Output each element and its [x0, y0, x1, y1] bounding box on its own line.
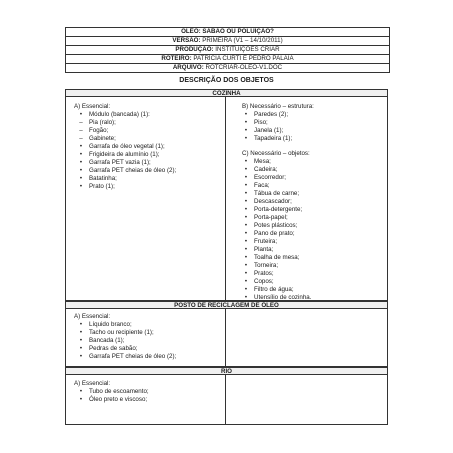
- list-item-text: Escorredor;: [254, 174, 286, 181]
- header-production-label: PRODUÇÃO:: [175, 46, 214, 53]
- header-file-label: ARQUIVO:: [172, 64, 204, 71]
- list-item-marker: •: [79, 151, 83, 158]
- list-item: [242, 182, 387, 190]
- list-item: [77, 353, 223, 361]
- header-script-label: ROTEIRO:: [161, 55, 192, 62]
- list-item-text: Cadeira;: [254, 166, 278, 173]
- rio-group-a-list: [77, 388, 223, 404]
- list-item: [77, 175, 223, 183]
- list-item: [242, 262, 387, 270]
- list-item-marker: •: [79, 353, 83, 360]
- list-item-text: Mesa;: [254, 158, 271, 165]
- list-item-text: Pedras de sabão;: [89, 345, 138, 352]
- list-item-marker: •: [244, 262, 248, 269]
- list-item-text: Batatinha;: [89, 175, 117, 182]
- list-item-text: Porta-papel;: [254, 214, 288, 221]
- list-item-text: Prato (1);: [89, 183, 115, 190]
- list-item-marker: •: [244, 238, 248, 245]
- list-item-marker: •: [244, 270, 248, 277]
- list-item-marker: •: [79, 321, 83, 328]
- list-item-marker: •: [244, 135, 248, 142]
- list-item: [242, 166, 387, 174]
- posto-group-a-title: A) Essencial:: [74, 313, 111, 320]
- list-item-marker: •: [79, 337, 83, 344]
- list-item: [242, 158, 387, 166]
- header-script-row: [66, 55, 389, 64]
- posto-group-a-list: [77, 321, 223, 361]
- list-item-marker: •: [244, 286, 248, 293]
- list-item: [77, 135, 223, 143]
- list-item: [242, 278, 387, 286]
- list-item: [242, 286, 387, 294]
- list-item: [77, 388, 223, 396]
- list-item: [77, 159, 223, 167]
- list-item: [77, 143, 223, 151]
- list-item-marker: •: [244, 182, 248, 189]
- list-item-text: Pratos;: [254, 270, 274, 277]
- list-item: [77, 183, 223, 191]
- list-item-text: Pia (ralo);: [89, 119, 116, 126]
- header-file-row: [66, 64, 389, 73]
- header-version-label: VERSÃO:: [172, 37, 201, 44]
- header-version-value: PRIMEIRA (V1 – 14/10/2011): [200, 37, 283, 44]
- list-item-marker: •: [79, 143, 83, 150]
- list-item-marker: –: [79, 119, 83, 126]
- section-header-cozinha: COZINHA: [65, 89, 388, 97]
- section-body-rio: [65, 375, 388, 425]
- cozinha-group-b-title: B) Necessário – estrutura:: [242, 103, 314, 110]
- list-item-text: Módulo (bancada) (1):: [89, 111, 150, 118]
- list-item-text: Paredes (2);: [254, 111, 289, 118]
- list-item: [242, 214, 387, 222]
- list-item-marker: •: [79, 396, 83, 403]
- list-item: [77, 167, 223, 175]
- list-item: [77, 111, 223, 119]
- list-item: [242, 230, 387, 238]
- cozinha-group-a-title: A) Essencial:: [74, 103, 111, 110]
- list-item: [77, 329, 223, 337]
- list-item-marker: •: [244, 111, 248, 118]
- list-item-marker: •: [244, 294, 248, 301]
- list-item: [242, 119, 387, 127]
- list-item-text: Porta-detergente;: [254, 206, 303, 213]
- list-item-text: Fogão;: [89, 127, 109, 134]
- list-item-text: Tapadeira (1);: [254, 135, 293, 142]
- list-item-marker: •: [244, 166, 248, 173]
- list-item: [242, 238, 387, 246]
- header-version-row: [66, 37, 389, 46]
- list-item: [242, 222, 387, 230]
- rio-group-a-title: A) Essencial:: [74, 380, 111, 387]
- header-production-value: INSTITUIÇÕES CRIAR: [213, 46, 280, 53]
- list-item: [77, 345, 223, 353]
- list-item-text: Torneira;: [254, 262, 279, 269]
- header-file-value: ROTCRIAR-OLEO-V1.DOC: [203, 64, 283, 71]
- rio-left-column: [66, 375, 226, 424]
- list-item-marker: •: [244, 198, 248, 205]
- list-item-marker: •: [79, 175, 83, 182]
- header-production-row: [66, 46, 389, 55]
- list-item-marker: •: [79, 111, 83, 118]
- list-item-text: Toalha de mesa;: [254, 254, 300, 261]
- list-item: [77, 321, 223, 329]
- posto-left-column: [66, 309, 226, 366]
- list-item-marker: •: [244, 190, 248, 197]
- list-item-text: Garrafa PET cheias de óleo (2);: [89, 167, 177, 174]
- list-item: [242, 127, 387, 135]
- header-table: [65, 27, 390, 73]
- list-item-text: Pano de prato;: [254, 230, 295, 237]
- document-title: DESCRIÇÃO DOS OBJETOS: [179, 77, 274, 84]
- list-item-marker: •: [79, 345, 83, 352]
- list-item-marker: •: [79, 167, 83, 174]
- header-script-value: PATRÍCIA CURTI E PEDRO PALAIA: [191, 55, 294, 62]
- list-item-marker: –: [79, 127, 83, 134]
- list-item-text: Descascador;: [254, 198, 292, 205]
- list-item-marker: •: [244, 119, 248, 126]
- list-item-text: Garrafa de óleo vegetal (1);: [89, 143, 165, 150]
- list-item: [77, 119, 223, 127]
- list-item-text: Faca;: [254, 182, 270, 189]
- list-item-marker: –: [79, 135, 83, 142]
- list-item: [242, 270, 387, 278]
- rio-right-column: [226, 375, 387, 424]
- list-item: [242, 254, 387, 262]
- header-title-row: [66, 28, 389, 37]
- list-item-text: Copos;: [254, 278, 274, 285]
- list-item-text: Óleo preto e viscoso;: [89, 396, 148, 403]
- section-body-posto: [65, 309, 388, 367]
- list-item: [77, 127, 223, 135]
- list-item-text: Fruteira;: [254, 238, 278, 245]
- list-item: [242, 111, 387, 119]
- list-item-text: Líquido branco;: [89, 321, 132, 328]
- list-item-marker: •: [244, 230, 248, 237]
- list-item-text: Utensílio de cozinha.: [254, 294, 312, 301]
- list-item-text: Tacho ou recipiente (1);: [89, 329, 154, 336]
- list-item-text: Janela (1);: [254, 127, 284, 134]
- section-body-cozinha: [65, 97, 388, 301]
- list-item-marker: •: [244, 222, 248, 229]
- list-item: [242, 135, 387, 143]
- list-item-text: Garrafa PET vazia (1);: [89, 159, 151, 166]
- list-item-text: Tubo de escoamento;: [89, 388, 149, 395]
- list-item: [77, 337, 223, 345]
- list-item: [242, 246, 387, 254]
- list-item-marker: •: [244, 127, 248, 134]
- list-item-marker: •: [244, 278, 248, 285]
- list-item: [242, 206, 387, 214]
- list-item-text: Tábua de carne;: [254, 190, 300, 197]
- list-item: [77, 396, 223, 404]
- list-item-text: Piso;: [254, 119, 268, 126]
- list-item: [242, 174, 387, 182]
- list-item-text: Garrafa PET cheias de óleo (2);: [89, 353, 177, 360]
- list-item: [242, 198, 387, 206]
- list-item-marker: •: [244, 214, 248, 221]
- list-item-marker: •: [79, 183, 83, 190]
- list-item-text: Bancada (1);: [89, 337, 125, 344]
- cozinha-group-a-list: [77, 111, 223, 191]
- cozinha-right-column: [226, 97, 387, 300]
- cozinha-group-c-title: C) Necessário – objetos:: [242, 150, 310, 157]
- list-item-marker: •: [244, 206, 248, 213]
- list-item-marker: •: [244, 246, 248, 253]
- list-item-marker: •: [79, 329, 83, 336]
- header-title: ÓLEO: SABÃO OU POLUIÇÃO?: [181, 28, 274, 35]
- section-header-posto: POSTO DE RECICLAGEM DE ÓLEO: [65, 301, 388, 309]
- list-item-text: Frigideira de alumínio (1);: [89, 151, 160, 158]
- list-item-text: Gabinete;: [89, 135, 116, 142]
- list-item-marker: •: [244, 158, 248, 165]
- cozinha-left-column: [66, 97, 226, 300]
- list-item-marker: •: [79, 388, 83, 395]
- posto-right-column: [226, 309, 387, 366]
- section-header-rio: RIO: [65, 367, 388, 375]
- list-item-marker: •: [79, 159, 83, 166]
- list-item-marker: •: [244, 174, 248, 181]
- cozinha-group-c-list: [242, 158, 387, 302]
- list-item-text: Potes plásticos;: [254, 222, 298, 229]
- cozinha-group-b-list: [242, 111, 387, 143]
- list-item-marker: •: [244, 254, 248, 261]
- list-item: [77, 151, 223, 159]
- list-item-text: Filtro de água;: [254, 286, 294, 293]
- list-item: [242, 190, 387, 198]
- list-item-text: Planta;: [254, 246, 274, 253]
